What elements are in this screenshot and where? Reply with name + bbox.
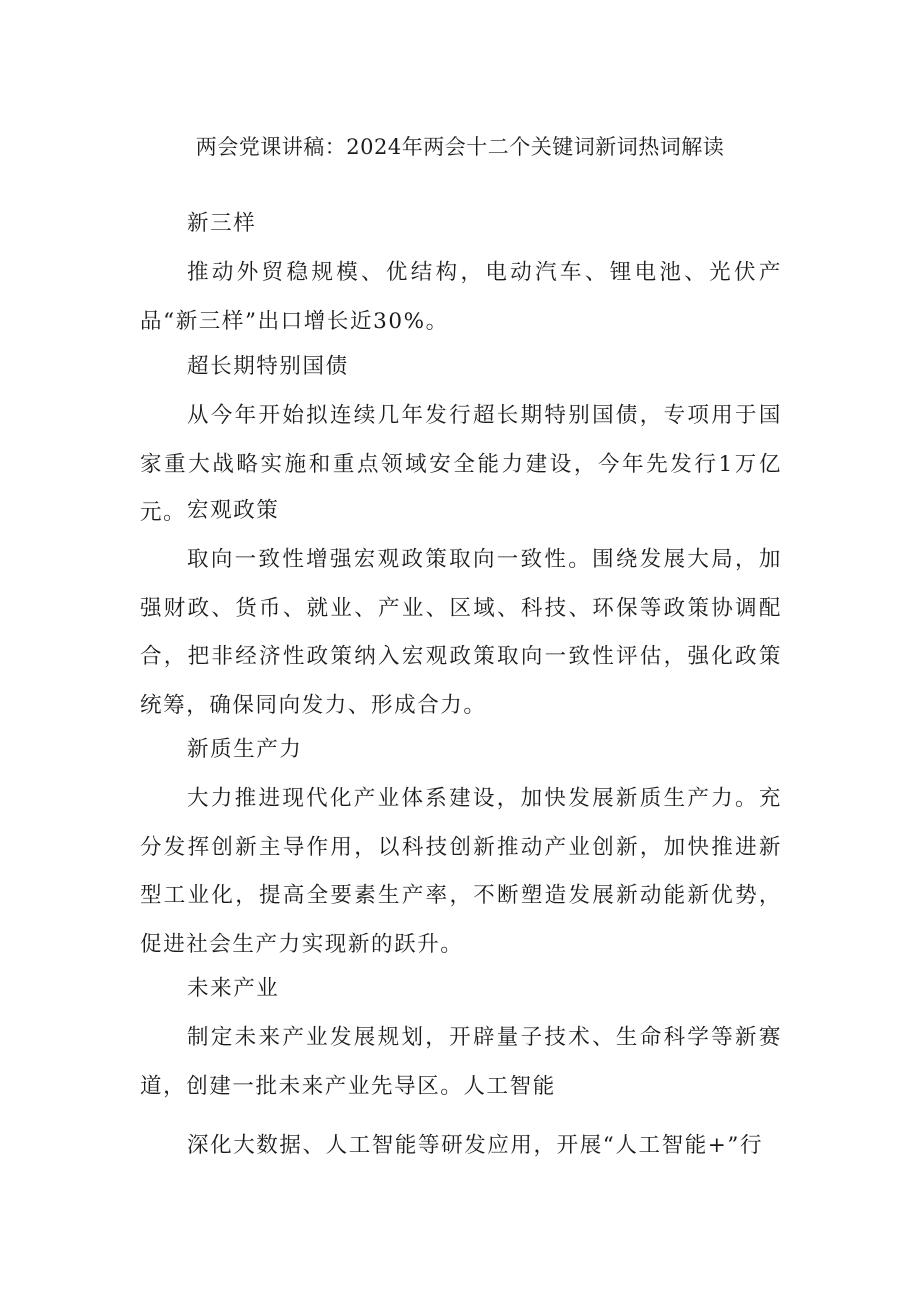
section-heading-macro-policy: 宏观政策 — [187, 498, 280, 523]
section-heading-special-bonds: 超长期特别国债 — [187, 354, 349, 379]
section-paragraph-macro-policy: 取向一致性增强宏观政策取向一致性。围绕发展大局，加强财政、货币、就业、产业、区域、科技、环保等政策协调配合，把非经济性政策纳入宏观政策取向一致性评估，强化政策统筹，确保同向发力、形成合力。 — [140, 547, 782, 718]
section-heading-future-industries: 未来产业 — [187, 976, 280, 1001]
section-paragraph-special-bonds: 从今年开始拟连续几年发行超长期特别国债，专项用于国家重大战略实施和重点领域安全能力建设，今年先发行1万亿元。 — [140, 403, 782, 525]
section-paragraph-new-productive-forces: 大力推进现代化产业体系建设，加快发展新质生产力。充分发挥创新主导作用，以科技创新推动产业创新，加快推进新型工业化，提高全要素生产率，不断塑造发展新动能新优势，促进社会生产力实现新的跃升。 — [140, 786, 782, 957]
section-paragraph-new-three: 推动外贸稳规模、优结构，电动汽车、锂电池、光伏产品“新三样”出口增长近30%。 — [140, 260, 782, 334]
document-title: 两会党课讲稿：2024年两会十二个关键词新词热词解读 — [195, 135, 725, 159]
section-heading-new-three: 新三样 — [187, 211, 257, 236]
section-heading-new-productive-forces: 新质生产力 — [187, 737, 303, 762]
section-paragraph-future-industries: 制定未来产业发展规划，开辟量子技术、生命科学等新赛道，创建一批未来产业先导区。人工智能 — [140, 1025, 782, 1099]
section-paragraph-ai: 深化大数据、人工智能等研发应用，开展“人工智能+”行 — [187, 1133, 764, 1158]
